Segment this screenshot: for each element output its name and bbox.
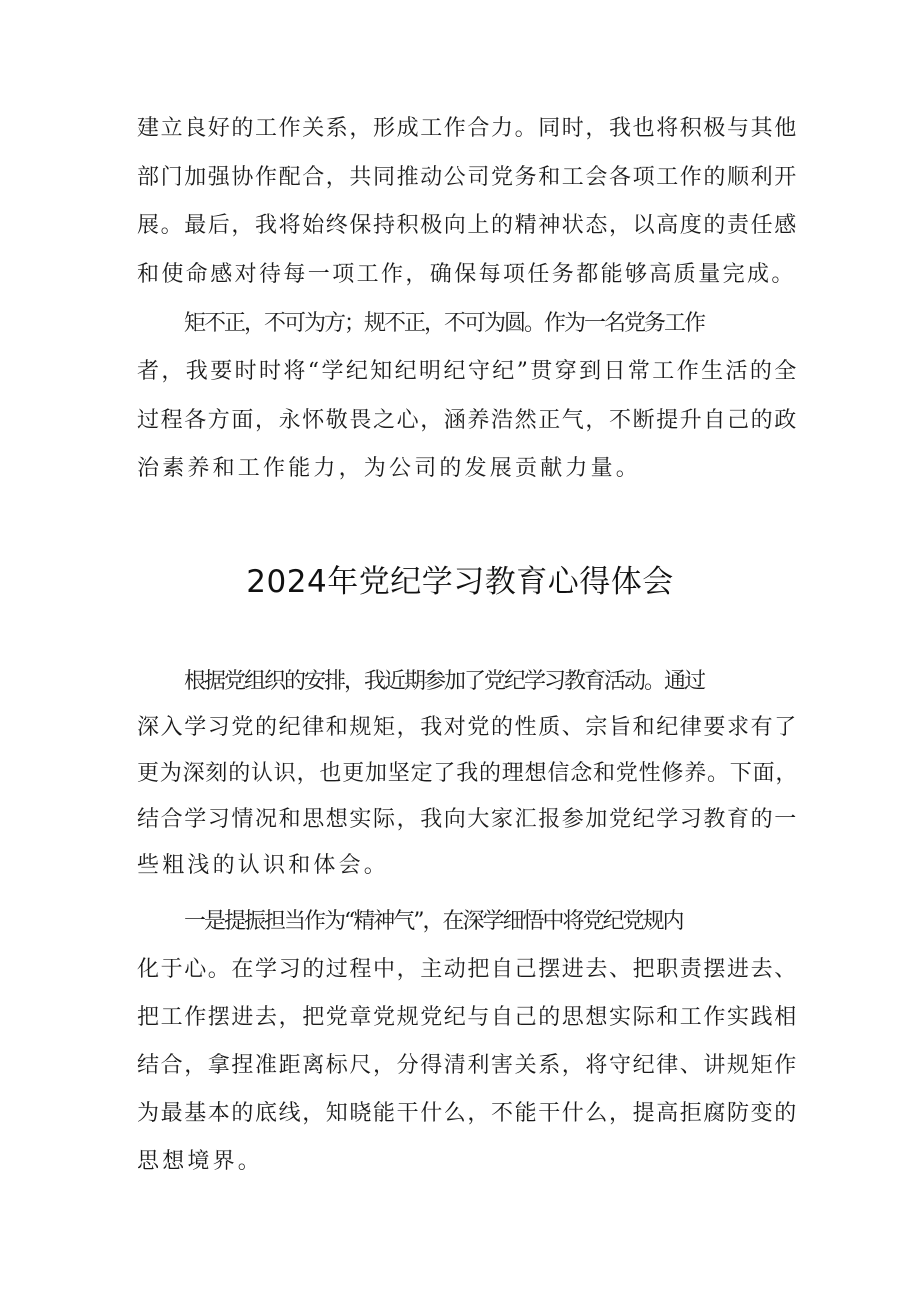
paragraph-line: 更为深刻的认识，也更加坚定了我的理想信念和党性修养。下面， [137, 761, 799, 786]
paragraph-line: 结合，拿捏准距离标尺，分得清利害关系，将守纪律、讲规矩作 [137, 1053, 798, 1078]
document-title: 2024年党纪学习教育心得体会 [246, 564, 674, 600]
paragraph-line: 为最基本的底线，知晓能干什么，不能干什么，提高拒腐防变的 [137, 1101, 798, 1126]
paragraph-line: 些粗浅的认识和体会。 [137, 853, 390, 878]
paragraph-line: 建立良好的工作关系，形成工作合力。同时，我也将积极与其他 [137, 116, 798, 141]
paragraph-line: 深入学习党的纪律和规矩，我对党的性质、宗旨和纪律要求有了 [137, 715, 798, 740]
paragraph-line: 治素养和工作能力，为公司的发展贡献力量。 [137, 456, 642, 481]
paragraph-line: 展。最后，我将始终保持积极向上的精神状态，以高度的责任感 [137, 213, 798, 238]
paragraph-line: 把工作摆进去，把党章党规党纪与自己的思想实际和工作实践相 [137, 1005, 798, 1030]
paragraph-line: 化于心。在学习的过程中，主动把自己摆进去、把职责摆进去、 [137, 957, 798, 982]
paragraph-line: 结合学习情况和思想实际，我向大家汇报参加党纪学习教育的一 [137, 807, 798, 832]
paragraph-line: 矩不正，不可为方；规不正，不可为圆。作为一名党务工作 [184, 311, 705, 336]
paragraph-line: 思想境界。 [137, 1149, 264, 1174]
paragraph-line: 一是提振担当作为“精神气”，在深学细悟中将党纪党规内 [184, 909, 683, 934]
paragraph-line: 者，我要时时将“学纪知纪明纪守纪”贯穿到日常工作生活的全 [137, 359, 799, 384]
paragraph-line: 和使命感对待每一项工作，确保每项任务都能够高质量完成。 [137, 262, 796, 287]
paragraph-line: 根据党组织的安排，我近期参加了党纪学习教育活动。通过 [184, 669, 705, 694]
paragraph-line: 过程各方面，永怀敬畏之心，涵养浩然正气，不断提升自己的政 [137, 408, 798, 433]
paragraph-line: 部门加强协作配合，共同推动公司党务和工会各项工作的顺利开 [137, 165, 798, 190]
